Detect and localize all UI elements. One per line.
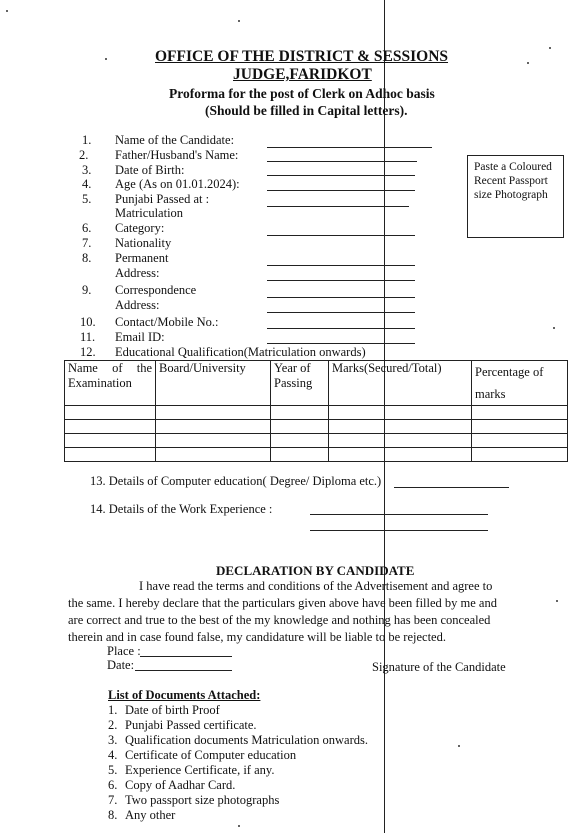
name-input-line[interactable] <box>267 147 432 148</box>
col-header-board: Board/University <box>156 361 271 406</box>
email-input-line[interactable] <box>267 343 415 344</box>
field-label-education: Educational Qualification(Matriculation onwards) <box>115 345 366 359</box>
scan-speck <box>549 47 551 49</box>
page-title-line2: JUDGE,FARIDKOT <box>233 66 372 83</box>
field-num: 5. <box>82 192 92 206</box>
father-input-line[interactable] <box>267 161 417 162</box>
scan-speck <box>238 825 240 827</box>
table-row[interactable] <box>65 434 568 448</box>
declaration-heading: DECLARATION BY CANDIDATE <box>216 563 415 578</box>
field-num: 6. <box>82 221 92 235</box>
scan-speck <box>553 327 555 329</box>
date-input-line[interactable] <box>135 670 232 671</box>
field-label-punjabi: Punjabi Passed at : <box>115 192 210 206</box>
table-row[interactable] <box>65 448 568 462</box>
date-label: Date: <box>107 658 135 672</box>
field-label-age: Age (As on 01.01.2024): <box>115 177 240 191</box>
field-label-permanent: Permanent <box>115 251 169 265</box>
correspondence-address-line1[interactable] <box>267 297 415 298</box>
education-table <box>64 360 568 462</box>
col-header-percentage: Percentage of marks <box>472 361 568 406</box>
document-item: Two passport size photographs <box>125 793 280 807</box>
age-input-line[interactable] <box>267 190 415 191</box>
field-label-correspondence-line2: Address: <box>115 298 160 312</box>
scan-speck <box>6 10 8 12</box>
scan-speck <box>458 745 460 747</box>
scan-speck <box>105 58 107 60</box>
place-label: Place : <box>107 644 141 658</box>
document-num: 2. <box>108 718 118 732</box>
field-label-nationality: Nationality <box>115 236 172 250</box>
page-title-line1: OFFICE OF THE DISTRICT & SESSIONS <box>155 48 449 65</box>
work-experience-input-line2[interactable] <box>310 530 488 531</box>
work-experience-label: 14. Details of the Work Experience : <box>90 502 273 516</box>
computer-education-input-line[interactable] <box>394 487 509 488</box>
field-label-father: Father/Husband's Name: <box>115 148 239 162</box>
table-row[interactable] <box>65 406 568 420</box>
photo-box[interactable]: Paste a Coloured Recent Passport size Photograph <box>467 155 564 238</box>
document-item: Date of birth Proof <box>125 703 220 717</box>
declaration-line2: the same. I hereby declare that the particulars given above have been filled by me and <box>68 596 497 610</box>
table-header-row <box>65 361 568 406</box>
signature-label: Signature of the Candidate <box>372 660 506 674</box>
correspondence-address-line2[interactable] <box>267 312 415 313</box>
field-num: 2. <box>79 148 89 162</box>
declaration-line1: I have read the terms and conditions of the Advertisement and agree to <box>139 579 493 593</box>
field-num: 1. <box>82 133 92 147</box>
col-header-year: Year of Passing <box>271 361 329 406</box>
field-num: 12. <box>80 345 96 359</box>
work-experience-input-line1[interactable] <box>310 514 488 515</box>
field-label-correspondence: Correspondence <box>115 283 197 297</box>
field-label-permanent-line2: Address: <box>115 266 160 280</box>
field-label-name: Name of the Candidate: <box>115 133 235 147</box>
contact-input-line[interactable] <box>267 328 415 329</box>
punjabi-input-line[interactable] <box>267 206 409 207</box>
scan-speck <box>556 600 558 602</box>
col-header-marks: Marks(Secured/Total) <box>329 361 472 406</box>
subtitle-line2: (Should be filled in Capital letters). <box>205 103 408 118</box>
field-num: 4. <box>82 177 92 191</box>
field-label-category: Category: <box>115 221 165 235</box>
category-input-line[interactable] <box>267 235 415 236</box>
document-num: 7. <box>108 793 118 807</box>
permanent-address-line1[interactable] <box>267 265 415 266</box>
document-item: Qualification documents Matriculation onwards. <box>125 733 368 747</box>
scan-speck <box>238 20 240 22</box>
documents-heading: List of Documents Attached: <box>108 688 261 702</box>
field-num: 8. <box>82 251 92 265</box>
subtitle-line1: Proforma for the post of Clerk on Adhoc basis <box>169 86 435 101</box>
field-label-dob: Date of Birth: <box>115 163 185 177</box>
field-num: 7. <box>82 236 92 250</box>
field-label-email: Email ID: <box>115 330 165 344</box>
scan-speck <box>527 62 529 64</box>
document-num: 8. <box>108 808 118 822</box>
field-num: 10. <box>80 315 96 329</box>
field-num: 3. <box>82 163 92 177</box>
document-num: 4. <box>108 748 118 762</box>
table-row[interactable] <box>65 420 568 434</box>
document-item: Copy of Aadhar Card. <box>125 778 236 792</box>
computer-education-label: 13. Details of Computer education( Degree/ Diploma etc.) <box>90 474 382 488</box>
field-label-contact: Contact/Mobile No.: <box>115 315 219 329</box>
permanent-address-line2[interactable] <box>267 280 415 281</box>
declaration-line3: are correct and true to the best of the my knowledge and nothing has been concealed <box>68 613 491 627</box>
document-item: Any other <box>125 808 176 822</box>
field-num: 9. <box>82 283 92 297</box>
document-num: 5. <box>108 763 118 777</box>
document-item: Certificate of Computer education <box>125 748 297 762</box>
col-header-examination: Name of the Examination <box>65 361 156 406</box>
document-num: 1. <box>108 703 118 717</box>
field-num: 11. <box>80 330 96 344</box>
declaration-line4: therein and in case found false, my candidature will be liable to be rejected. <box>68 630 446 644</box>
document-num: 3. <box>108 733 118 747</box>
dob-input-line[interactable] <box>267 175 415 176</box>
field-label-punjabi-line2: Matriculation <box>115 206 184 220</box>
document-item: Experience Certificate, if any. <box>125 763 275 777</box>
document-num: 6. <box>108 778 118 792</box>
place-input-line[interactable] <box>140 656 232 657</box>
document-item: Punjabi Passed certificate. <box>125 718 257 732</box>
